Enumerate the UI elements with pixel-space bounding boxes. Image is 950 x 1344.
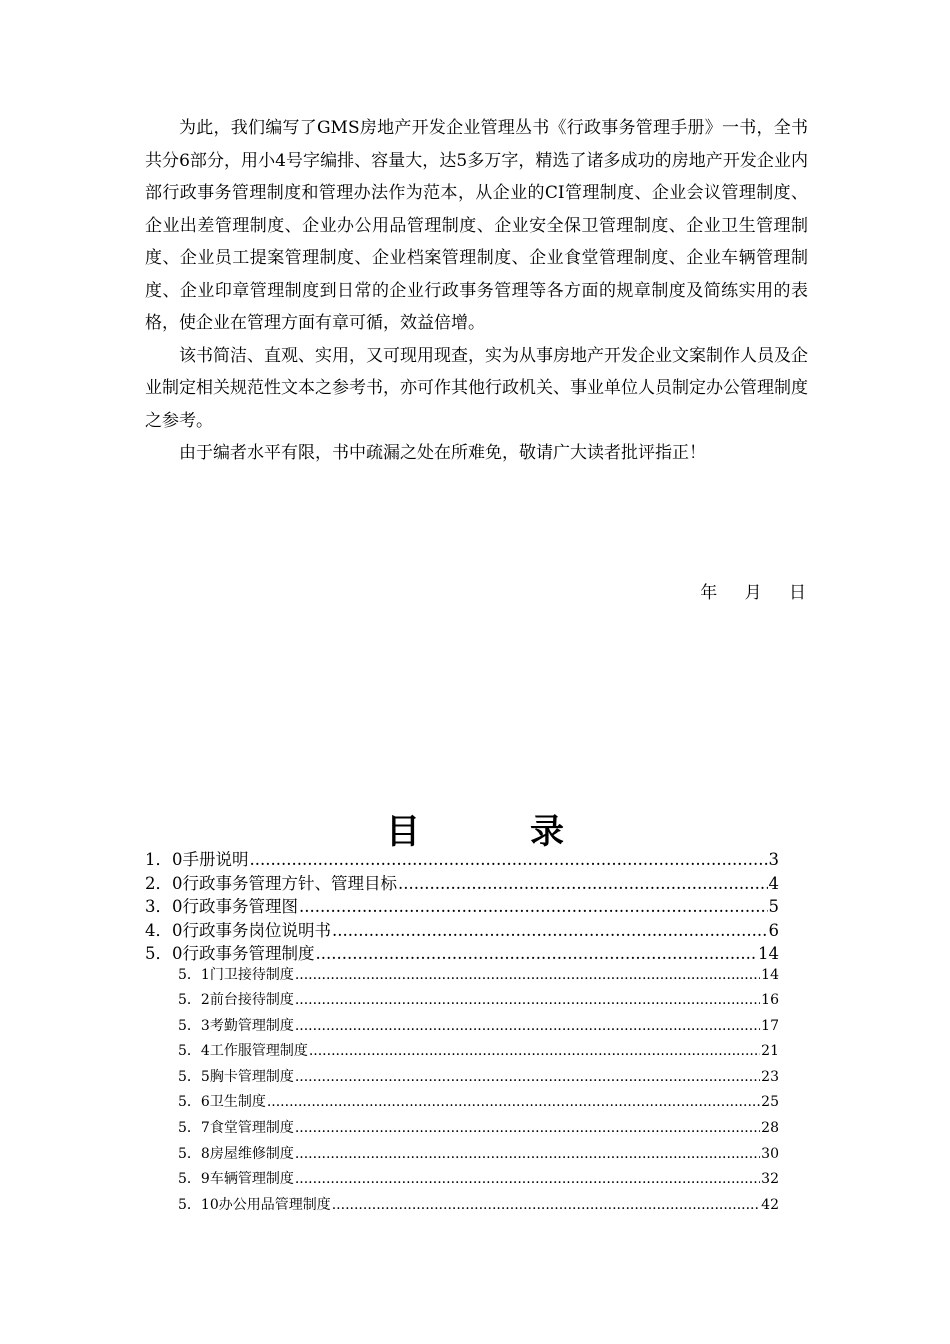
date-day: 日 <box>789 583 806 603</box>
toc-entry-page: 4 <box>768 873 779 893</box>
toc-entry[interactable] <box>145 940 779 964</box>
toc-leader <box>295 1069 760 1085</box>
toc-leader <box>295 1171 760 1187</box>
toc-entry-page: 16 <box>761 992 779 1009</box>
toc-subentry[interactable] <box>145 1194 779 1220</box>
toc-entry-label: 1．0手册说明 <box>145 850 249 869</box>
toc-title-left: 目 <box>386 812 420 852</box>
toc-subentry[interactable] <box>145 1143 779 1169</box>
toc-leader <box>398 874 768 893</box>
toc-entry-label: 5．10办公用品管理制度 <box>178 1196 331 1213</box>
toc-leader <box>309 1043 760 1059</box>
toc-entry-page: 21 <box>761 1043 779 1060</box>
toc-entry-label: 5．8房屋维修制度 <box>178 1145 294 1162</box>
toc-leader <box>299 897 768 916</box>
toc-entry-label: 4．0行政事务岗位说明书 <box>145 920 331 940</box>
toc-subentry[interactable] <box>145 1040 779 1066</box>
toc-leader <box>332 1197 760 1213</box>
toc-entry-page: 32 <box>761 1171 779 1188</box>
toc-subentry[interactable] <box>145 1117 779 1143</box>
toc-leader <box>250 850 768 869</box>
toc-entry-page: 30 <box>761 1145 779 1162</box>
toc-entry-label: 3．0行政事务管理图 <box>145 897 298 916</box>
table-of-contents <box>145 846 779 1219</box>
toc-entry[interactable] <box>145 870 779 894</box>
toc-leader <box>316 944 758 963</box>
toc-entry-page: 28 <box>761 1120 779 1137</box>
toc-entry-page: 23 <box>761 1068 779 1085</box>
toc-entry-page: 14 <box>758 944 779 963</box>
toc-entry-label: 5．2前台接待制度 <box>178 992 294 1009</box>
preface-date <box>686 578 806 603</box>
toc-entry-page: 42 <box>761 1196 779 1213</box>
toc-subentry[interactable] <box>145 1168 779 1194</box>
toc-entry-page: 14 <box>761 966 779 983</box>
toc-entry-page: 6 <box>768 920 779 940</box>
preface-paragraph: 该书简洁、直观、实用，又可现用现查，实为从事房地产开发企业文案制作人员及企业制定相关规范性文本之参考书，亦可作其他行政机关、事业单位人员制定办公管理制度之参考。 <box>145 345 808 431</box>
toc-entry-page: 17 <box>761 1017 779 1034</box>
toc-entry-label: 5．1门卫接待制度 <box>178 966 294 983</box>
toc-leader <box>295 1146 760 1162</box>
toc-subentry[interactable] <box>145 989 779 1015</box>
toc-entry-label: 5．0行政事务管理制度 <box>145 944 315 963</box>
toc-subentry[interactable] <box>145 1015 779 1041</box>
toc-leader <box>295 967 760 983</box>
toc-leader <box>295 992 760 1008</box>
toc-entry[interactable] <box>145 893 779 917</box>
preface-paragraph: 由于编者水平有限，书中疏漏之处在所难免，敬请广大读者批评指正！ <box>179 443 706 463</box>
toc-title-right: 录 <box>530 812 564 852</box>
toc-entry[interactable] <box>145 846 779 870</box>
toc-entry-label: 5．9车辆管理制度 <box>178 1171 294 1188</box>
toc-entry-page: 3 <box>768 850 779 869</box>
preface-section <box>145 112 808 470</box>
toc-entry-page: 25 <box>761 1094 779 1111</box>
toc-subentry[interactable] <box>145 1091 779 1117</box>
toc-entry[interactable] <box>145 917 779 941</box>
date-month: 月 <box>744 583 762 603</box>
date-year: 年 <box>700 583 718 603</box>
toc-entry-label: 5．6卫生制度 <box>178 1094 266 1111</box>
toc-leader <box>332 921 768 940</box>
toc-leader <box>295 1018 760 1034</box>
toc-leader <box>295 1120 760 1136</box>
toc-subentry[interactable] <box>145 1066 779 1092</box>
toc-entry-label: 5．5胸卡管理制度 <box>178 1068 294 1085</box>
toc-entry-label: 5．3考勤管理制度 <box>178 1017 294 1034</box>
toc-entry-page: 5 <box>768 897 779 916</box>
toc-entry-label: 2．0行政事务管理方针、管理目标 <box>145 873 397 893</box>
toc-leader <box>267 1094 760 1110</box>
toc-subentry[interactable] <box>145 964 779 990</box>
toc-entry-label: 5．4工作服管理制度 <box>178 1043 308 1060</box>
preface-paragraph: 为此，我们编写了GMS房地产开发企业管理丛书《行政事务管理手册》一书，全书共分6部分，用小4号字编排、容量大，达5多万字，精选了诸多成功的房地产开发企业内部行政事务管理制度和管理办法作为范本，从企业的CI管理制度、企业会议管理制度、企业出差管理制度、企业办公用品管理制度、企业安全保卫管理制度、企业卫生管理制度、企业员工提案管理制度、企业档案管理制度、企业食堂管理制度、企业车辆管理制度、企业印章管理制度到日常的企业行政事务管理等各方面的规章制度及简练实用的表格，使企业在管理方面有章可循，效益倍增。 <box>145 118 808 333</box>
toc-entry-label: 5．7食堂管理制度 <box>178 1120 294 1137</box>
